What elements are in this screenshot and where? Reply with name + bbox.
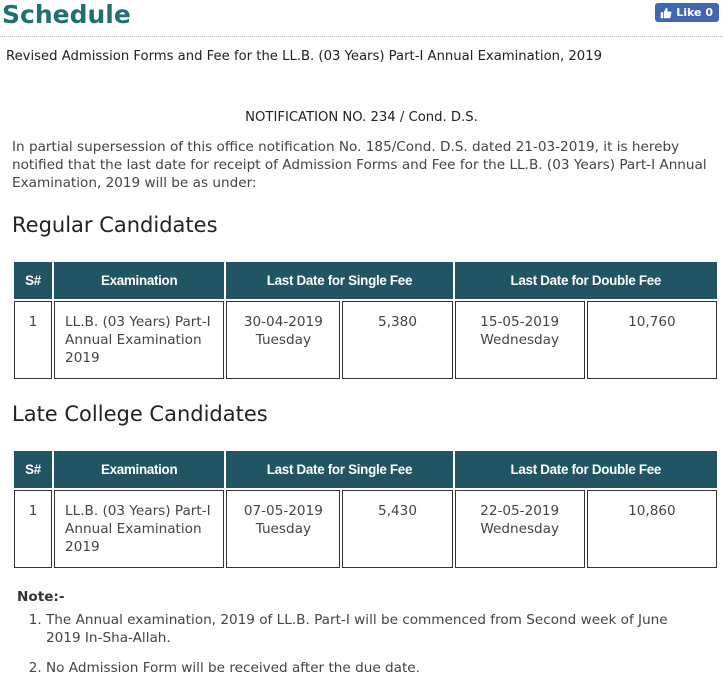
double-fee-day: Wednesday <box>480 521 560 537</box>
column-header-single-fee: Last Date for Single Fee <box>226 451 452 488</box>
table-header-row <box>14 262 717 299</box>
cell-double-fee: 10,760 <box>587 301 717 379</box>
page-title: Schedule <box>2 0 131 29</box>
note-list <box>0 611 706 689</box>
cell-single-date <box>226 301 340 379</box>
table-header-row <box>14 451 717 488</box>
notification-number: NOTIFICATION NO. 234 / Cond. D.S. <box>245 110 478 125</box>
double-fee-date: 22-05-2019 <box>480 503 560 519</box>
regular-candidates-heading: Regular Candidates <box>12 213 218 237</box>
cell-single-fee: 5,380 <box>342 301 452 379</box>
column-header-sno: S# <box>14 262 52 299</box>
cell-double-fee: 10,860 <box>587 490 717 568</box>
like-label: Like 0 <box>676 6 713 19</box>
single-fee-day: Tuesday <box>255 521 312 537</box>
column-header-exam: Examination <box>54 451 224 488</box>
cell-single-fee: 5,430 <box>342 490 452 568</box>
document-subtitle: Revised Admission Forms and Fee for the LL.B. (03 Years) Part-I Annual Examination, 2019 <box>6 49 602 64</box>
column-header-exam: Examination <box>54 262 224 299</box>
table-row <box>14 301 717 379</box>
late-candidates-heading: Late College Candidates <box>12 402 268 426</box>
column-header-double-fee: Last Date for Double Fee <box>455 262 717 299</box>
regular-schedule-table <box>12 260 719 381</box>
double-fee-day: Wednesday <box>480 332 560 348</box>
single-fee-date: 07-05-2019 <box>243 503 323 519</box>
cell-double-date <box>455 490 585 568</box>
single-fee-day: Tuesday <box>255 332 312 348</box>
double-fee-date: 15-05-2019 <box>480 314 560 330</box>
column-header-sno: S# <box>14 451 52 488</box>
list-item: 1. The Annual examination, 2019 of LL.B. Part-I will be commenced from Second week of June 2019 In-Sha-Allah. <box>46 611 706 647</box>
cell-sno: 1 <box>14 490 52 568</box>
list-item: 2. No Admission Form will be received after the due date. <box>46 659 706 677</box>
column-header-single-fee: Last Date for Single Fee <box>226 262 452 299</box>
cell-exam: LL.B. (03 Years) Part-I Annual Examination 2019 <box>54 490 224 568</box>
late-schedule-table <box>12 449 719 570</box>
table-row <box>14 490 717 568</box>
cell-sno: 1 <box>14 301 52 379</box>
cell-exam: LL.B. (03 Years) Part-I Annual Examination 2019 <box>54 301 224 379</box>
facebook-like-button[interactable] <box>655 3 719 22</box>
thumbs-up-icon <box>660 7 672 19</box>
single-fee-date: 30-04-2019 <box>243 314 323 330</box>
cell-double-date <box>455 301 585 379</box>
notification-paragraph: In partial supersession of this office notification No. 185/Cond. D.S. dated 21-03-2019, it is hereby notified that the last date for receipt of Admission Forms and Fee for the LL.B. (03 Years) Part-I Annual Examination, 2019 will be as under: <box>12 139 707 191</box>
page-header <box>0 0 723 37</box>
cell-single-date <box>226 490 340 568</box>
column-header-double-fee: Last Date for Double Fee <box>455 451 717 488</box>
note-label: Note:- <box>17 589 65 605</box>
